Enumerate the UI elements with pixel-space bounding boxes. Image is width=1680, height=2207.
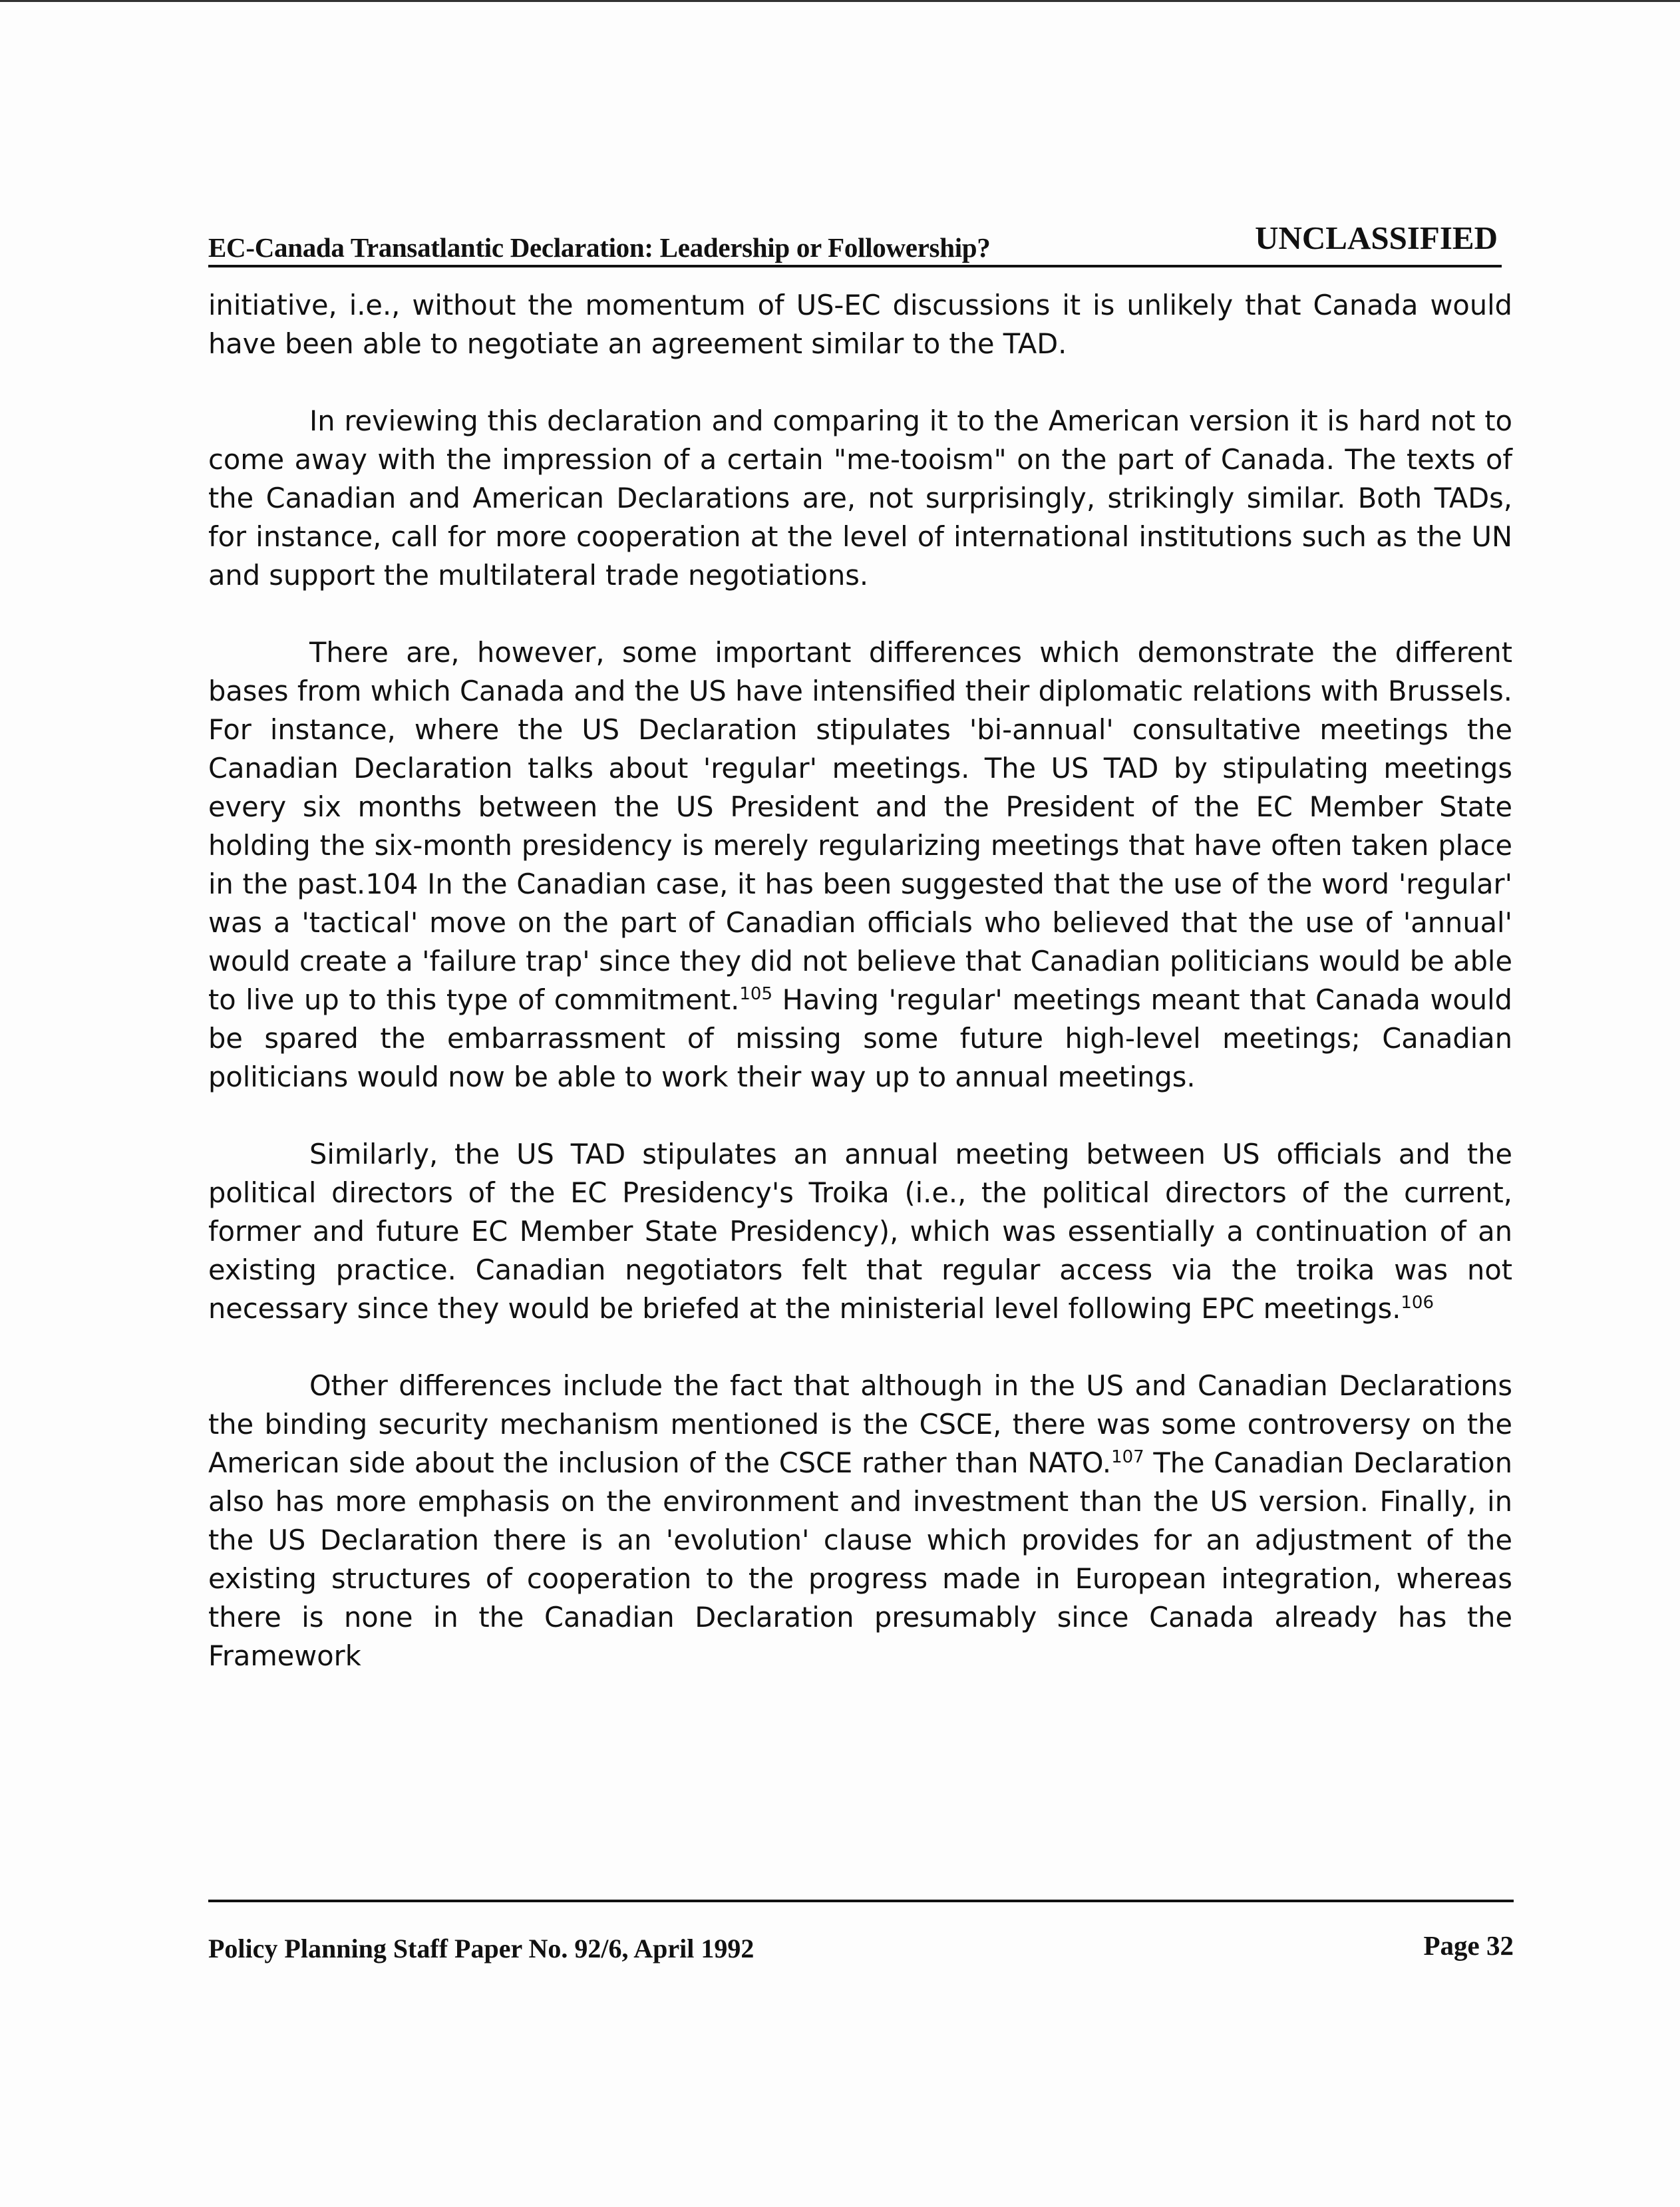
page-top-edge xyxy=(0,0,1680,2)
footer-divider xyxy=(208,1900,1514,1902)
page-header xyxy=(208,220,1502,266)
paragraph: There are, however, some important differences which demonstrate the different bases from which Canada and the US have intensified their diplomatic relations with Brussels. For instance, where the US Declaration stipulates 'bi-annual' consultative meetings the Canadian Declaration talks about 'regular' meetings. The US TAD by stipulating meetings every six months between the US President and the President of the EC Member State holding the six-month presidency is merely regularizing meetings that have often taken place in the past.104 In the Canadian case, it has been suggested that the use of the word 'regular' was a 'tactical' move on the part of Canadian officials who believed that the use of 'annual' would create a 'failure trap' since they did not believe that Canadian politicians would be able to live up to this type of commitment.$^{105}$ Having 'regular' meetings meant that Canada would be spared the embarrassment of missing some future high-level meetings; Canadian politicians would now be able to work their way up to annual meetings. xyxy=(208,636,1512,1093)
paragraph: In reviewing this declaration and comparing it to the American version it is hard not to come away with the impression of a certain "me-tooism" on the part of Canada. The texts of the Canadian and American Declarations are, not surprisingly, strikingly similar. Both TADs, for instance, call for more cooperation at the level of international institutions such as the UN and support the multilateral trade negotiations. xyxy=(208,405,1512,592)
header-divider xyxy=(208,265,1502,267)
classification-label: UNCLASSIFIED xyxy=(1255,220,1498,256)
body-text xyxy=(208,286,1512,1675)
footer-paper-reference: Policy Planning Staff Paper No. 92/6, April 1992 xyxy=(208,1934,755,1963)
page-number: Page 32 xyxy=(1423,1930,1514,1961)
paragraph: Similarly, the US TAD stipulates an annual meeting between US officials and the political directors of the EC Presidency's Troika (i.e., the political directors of the current, former and future EC Member State Presidency), which was essentially a continuation of an existing practice. Canadian negotiators felt that regular access via the troika was not necessary since they would be briefed at the ministerial level following EPC meetings.$^{106}$ xyxy=(208,1138,1512,1325)
header-title: EC-Canada Transatlantic Declaration: Leadership or Followership? xyxy=(208,232,991,263)
paragraph: initiative, i.e., without the momentum of US-EC discussions it is unlikely that Canada would have been able to negotiate an agreement similar to the TAD. xyxy=(208,289,1512,360)
paragraph: Other differences include the fact that although in the US and Canadian Declarations the binding security mechanism mentioned is the CSCE, there was some controversy on the American side about the inclusion of the CSCE rather than NATO.$^{107}$ The Canadian Declaration also has more emphasis on the environment and investment than the US version. Finally, in the US Declaration there is an 'evolution' clause which provides for an adjustment of the existing structures of cooperation to the progress made in European integration, whereas there is none in the Canadian Declaration presumably since Canada already has the Framework xyxy=(208,1369,1512,1672)
